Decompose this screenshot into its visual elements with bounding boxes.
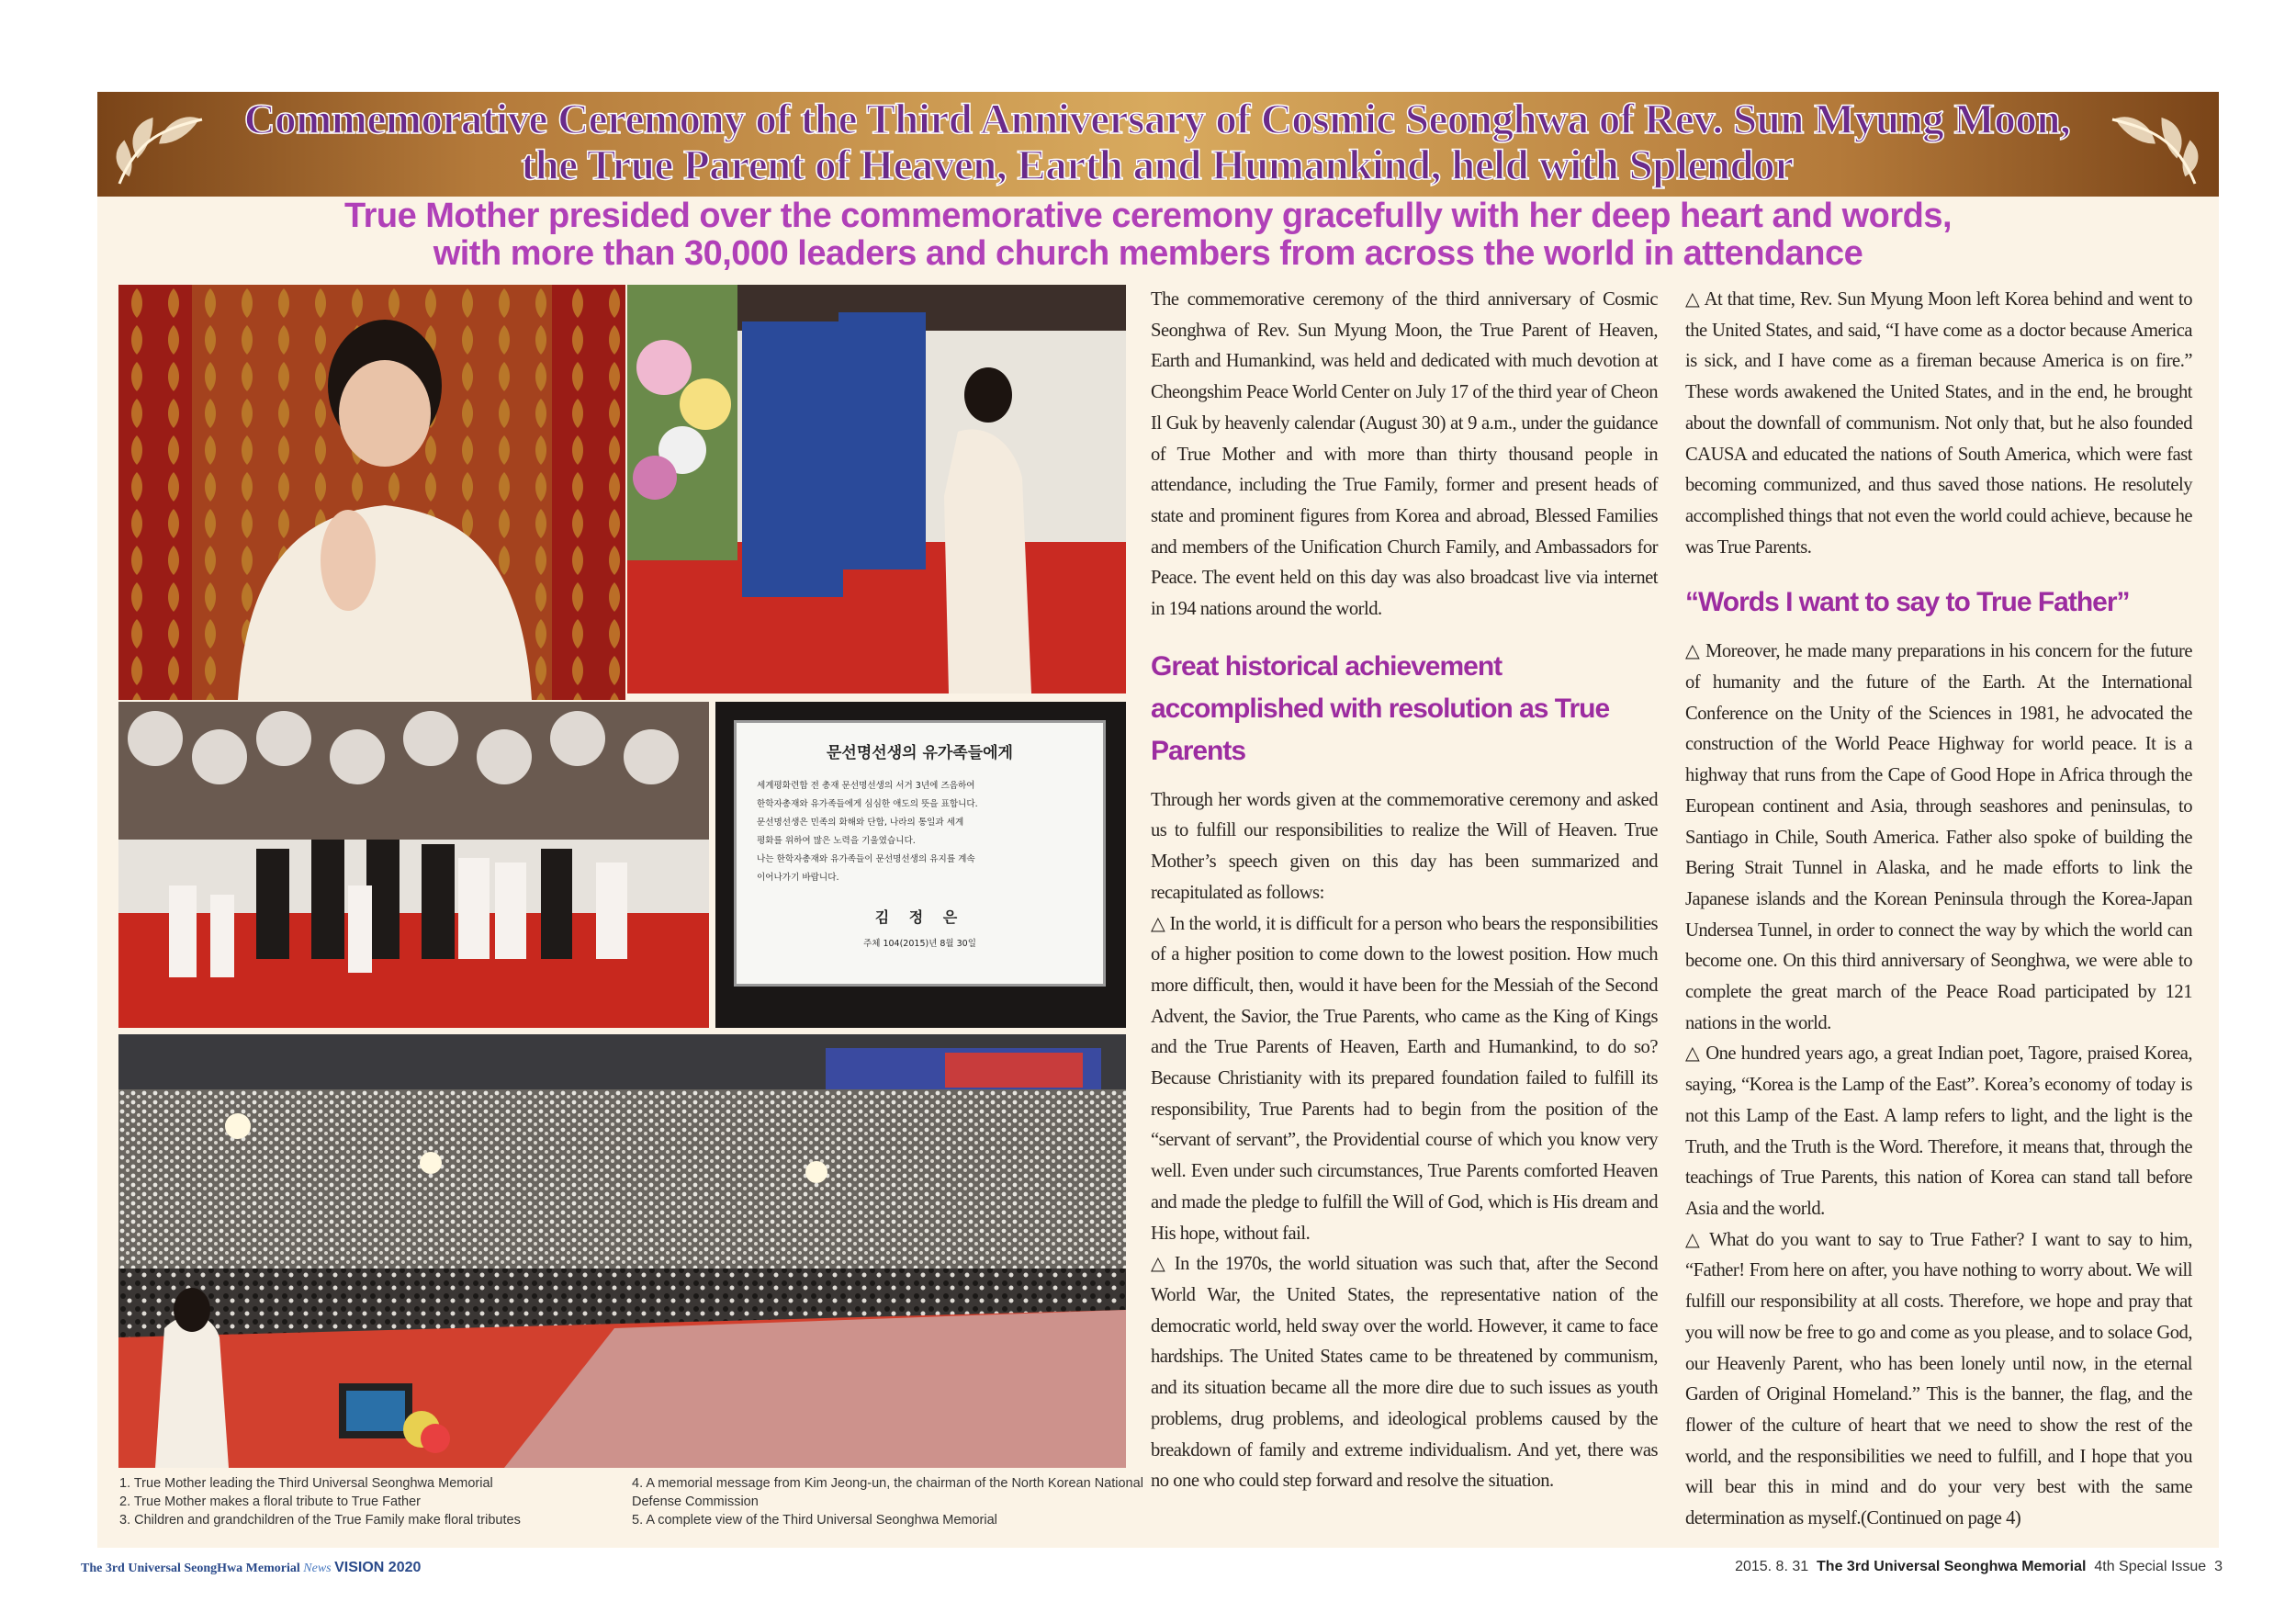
caption: 1. True Mother leading the Third Universal Seonghwa Memorial — [119, 1476, 493, 1491]
caption: 4. A memorial message from Kim Jeong-un, the chairman of the North Korean National — [632, 1476, 1143, 1491]
photo-true-mother-throne — [118, 285, 625, 700]
photo-floral-tribute — [627, 285, 1126, 694]
article-paragraph: △ One hundred years ago, a great Indian poet, Tagore, praised Korea, saying, “Korea is the Lamp of the East”. Korea’s economy of today is not this Lamp of the East. A lamp refers to light, and the light is the Truth, and the Truth is the Word. Therefore, it means that, through the teachings of True Parents, this nation of Korea can stand tall before Asia and the world. — [1685, 1043, 2192, 1219]
footer-brand: VISION 2020 — [334, 1560, 422, 1575]
letter-date: 주체 104(2015)년 8월 30일 — [863, 939, 976, 949]
footer-publication — [81, 1560, 421, 1576]
letter-line: 한학자총재와 유가족들에게 심심한 애도의 뜻을 표합니다. — [757, 799, 978, 809]
page-number: 3 — [2214, 1559, 2223, 1574]
title-line-2: the True Parent of Heaven, Earth and Humankind, held with Splendor — [521, 141, 1794, 189]
section-heading: “Words I want to say to True Father” — [1685, 587, 2130, 618]
article-column-1 — [1151, 285, 1658, 1497]
footer-issue-number: 4th Special Issue — [2094, 1559, 2207, 1574]
letter-line: 나는 한학자총재와 유가족들이 문선명선생의 유지를 계속 — [757, 854, 975, 864]
section-heading: Great historical achievement accomplished with resolution as True Parents — [1151, 650, 1610, 766]
caption: 2. True Mother makes a floral tribute to True Father — [119, 1494, 422, 1509]
subtitle-line-2: with more than 30,000 leaders and church members from across the world in attendance — [433, 234, 1863, 273]
photo-captions-right — [632, 1474, 1143, 1529]
article-paragraph: △ In the world, it is difficult for a person who bears the responsibilities of a higher position to come down to the lowest position. How much more difficult, then, would it have been for the Messiah of the Second Advent, the Savior, the True Parents, who came as the King of Kings and the True Parents of Heaven, Earth and Humankind, to do so? Because Christianity with its prepared foundation failed to fulfill its responsibility, True Parents had to begin from the position of the “servant of servant”, the Providential course of which you know very well. Even under such circumstances, True Parents comforted Heaven and made the pledge to fulfill the Will of God, which is His dream and His hope, without fail. — [1151, 913, 1658, 1244]
page-subtitle — [184, 197, 2112, 273]
footer-issue-name: The 3rd Universal Seonghwa Memorial — [1817, 1559, 2087, 1574]
article-paragraph: △ What do you want to say to True Father? I want to say to him, “Father! From here on after, you have nothing to worry about. We will fulfill our responsibility at all costs. Therefore, we hope and pray that you will now be free to go and come as you please, and to solace God, our Heavenly Parent, who has been lonely until now, in the eternal Garden of Original Homeland.” This is the banner, the flag, and the flower of the culture of heart that we need to show the rest of the world, and the responsibilities we need to fulfill, and I hope that you will bear this in mind and do your very best with the same determination as myself.(Continued on page 4) — [1685, 1229, 2192, 1529]
letter-line: 평화를 위하여 많은 노력을 기울였습니다. — [757, 836, 916, 846]
footer-publication-name: The 3rd Universal SeongHwa Memorial — [81, 1562, 300, 1575]
photo-true-family-tribute — [118, 702, 709, 1028]
footer-news-label: News — [303, 1562, 332, 1575]
article-paragraph: Through her words given at the commemorative ceremony and asked us to fulfill our responsibilities to realize the Will of Heaven. True Mother’s speech given on this day has been summarized and recapitulated as follows: — [1151, 789, 1658, 903]
footer-date: 2015. 8. 31 — [1735, 1559, 1809, 1574]
letter-line: 이어나가기 바랍니다. — [757, 873, 839, 883]
photo-arena-complete-view — [118, 1034, 1126, 1468]
letter-frame — [734, 720, 1106, 987]
footer-issue-info — [1735, 1559, 2223, 1575]
letter-line: 세계평화련합 전 총재 문선명선생의 서거 3년에 즈음하여 — [757, 781, 975, 791]
photo-captions-left — [119, 1474, 521, 1529]
page-title — [165, 96, 2149, 188]
article-column-2 — [1685, 285, 2192, 1535]
caption: 5. A complete view of the Third Universal Seonghwa Memorial — [632, 1513, 997, 1528]
caption: Defense Commission — [632, 1494, 759, 1509]
caption: 3. Children and grandchildren of the True Family make floral tributes — [119, 1513, 521, 1528]
article-paragraph: △ At that time, Rev. Sun Myung Moon left Korea behind and went to the United States, and said, “I have come as a doctor because America is sick, and I have come as a fireman because America is on fire.” These words awakened the United States, and in the end, he brought about the downfall of communism. Not only that, but he also founded CAUSA and educated the nations of South America, which were fast becoming communized, and thus saved those nations. He resolutely accomplished things that not even the world could achieve, because he was True Parents. — [1685, 289, 2192, 558]
photo-condolence-letter — [715, 702, 1126, 1028]
article-paragraph: △ Moreover, he made many preparations in his concern for the future of humanity and the future of the Earth. At the International Conference on the Unity of the Sciences in 1981, he advocated the construction of the World Peace Highway for world peace. It is a highway that runs from the Cape of Good Hope in Africa through the European continent and Asia, through seashores and peninsulas, to Santiago in Chile, South America. Father also spoke of building the Bering Strait Tunnel in Alaska, and he made efforts to link the Japanese islands and the Korean Peninsula through the Korea-Japan Undersea Tunnel, in order to connect the way by which the world can become one. On this third anniversary of Seonghwa, we were able to complete the great march of the Peace Road participated by 121 nations in the world. — [1685, 641, 2192, 1033]
article-paragraph: △ In the 1970s, the world situation was such that, after the Second World War, the United States, the representative nation of the democratic world, held sway over the world. However, it came to face hardships. The United States came to be threatened by communism, and its situation became all the more dire due to such issues as youth problems, drug problems, and ideological problems caused by the breakdown of family and extreme individualism. And yet, there was no one who could step forward and resolve the situation. — [1151, 1254, 1658, 1492]
letter-signature: 김 정 은 — [874, 908, 965, 926]
title-line-1: Commemorative Ceremony of the Third Anniversary of Cosmic Seonghwa of Rev. Sun Myung Moon, — [243, 96, 2071, 143]
article-intro: The commemorative ceremony of the third anniversary of Cosmic Seonghwa of Rev. Sun Myung Moon, the True Parent of Heaven, Earth and Humankind, was held and dedicated with much devotion at Cheongshim Peace World Center on July 17 of the third year of Cheon Il Guk by heavenly calendar (August 30) at 9 a.m., under the guidance of True Mother and with more than thirty thousand people in attendance, including the True Family, former and present heads of state and prominent figures from Korea and abroad, Blessed Families and members of the Unification Church Family, and Ambassadors for Peace. The event held on this day was also broadcast live via internet in 194 nations around the world. — [1151, 289, 1658, 620]
letter-heading: 문선명선생의 유가족들에게 — [827, 744, 1013, 762]
letter-line: 문선명선생은 민족의 화해와 단합, 나라의 통일과 세계 — [757, 818, 964, 828]
subtitle-line-1: True Mother presided over the commemorative ceremony gracefully with her deep heart and words, — [343, 197, 1953, 235]
letter-body — [757, 777, 1083, 887]
